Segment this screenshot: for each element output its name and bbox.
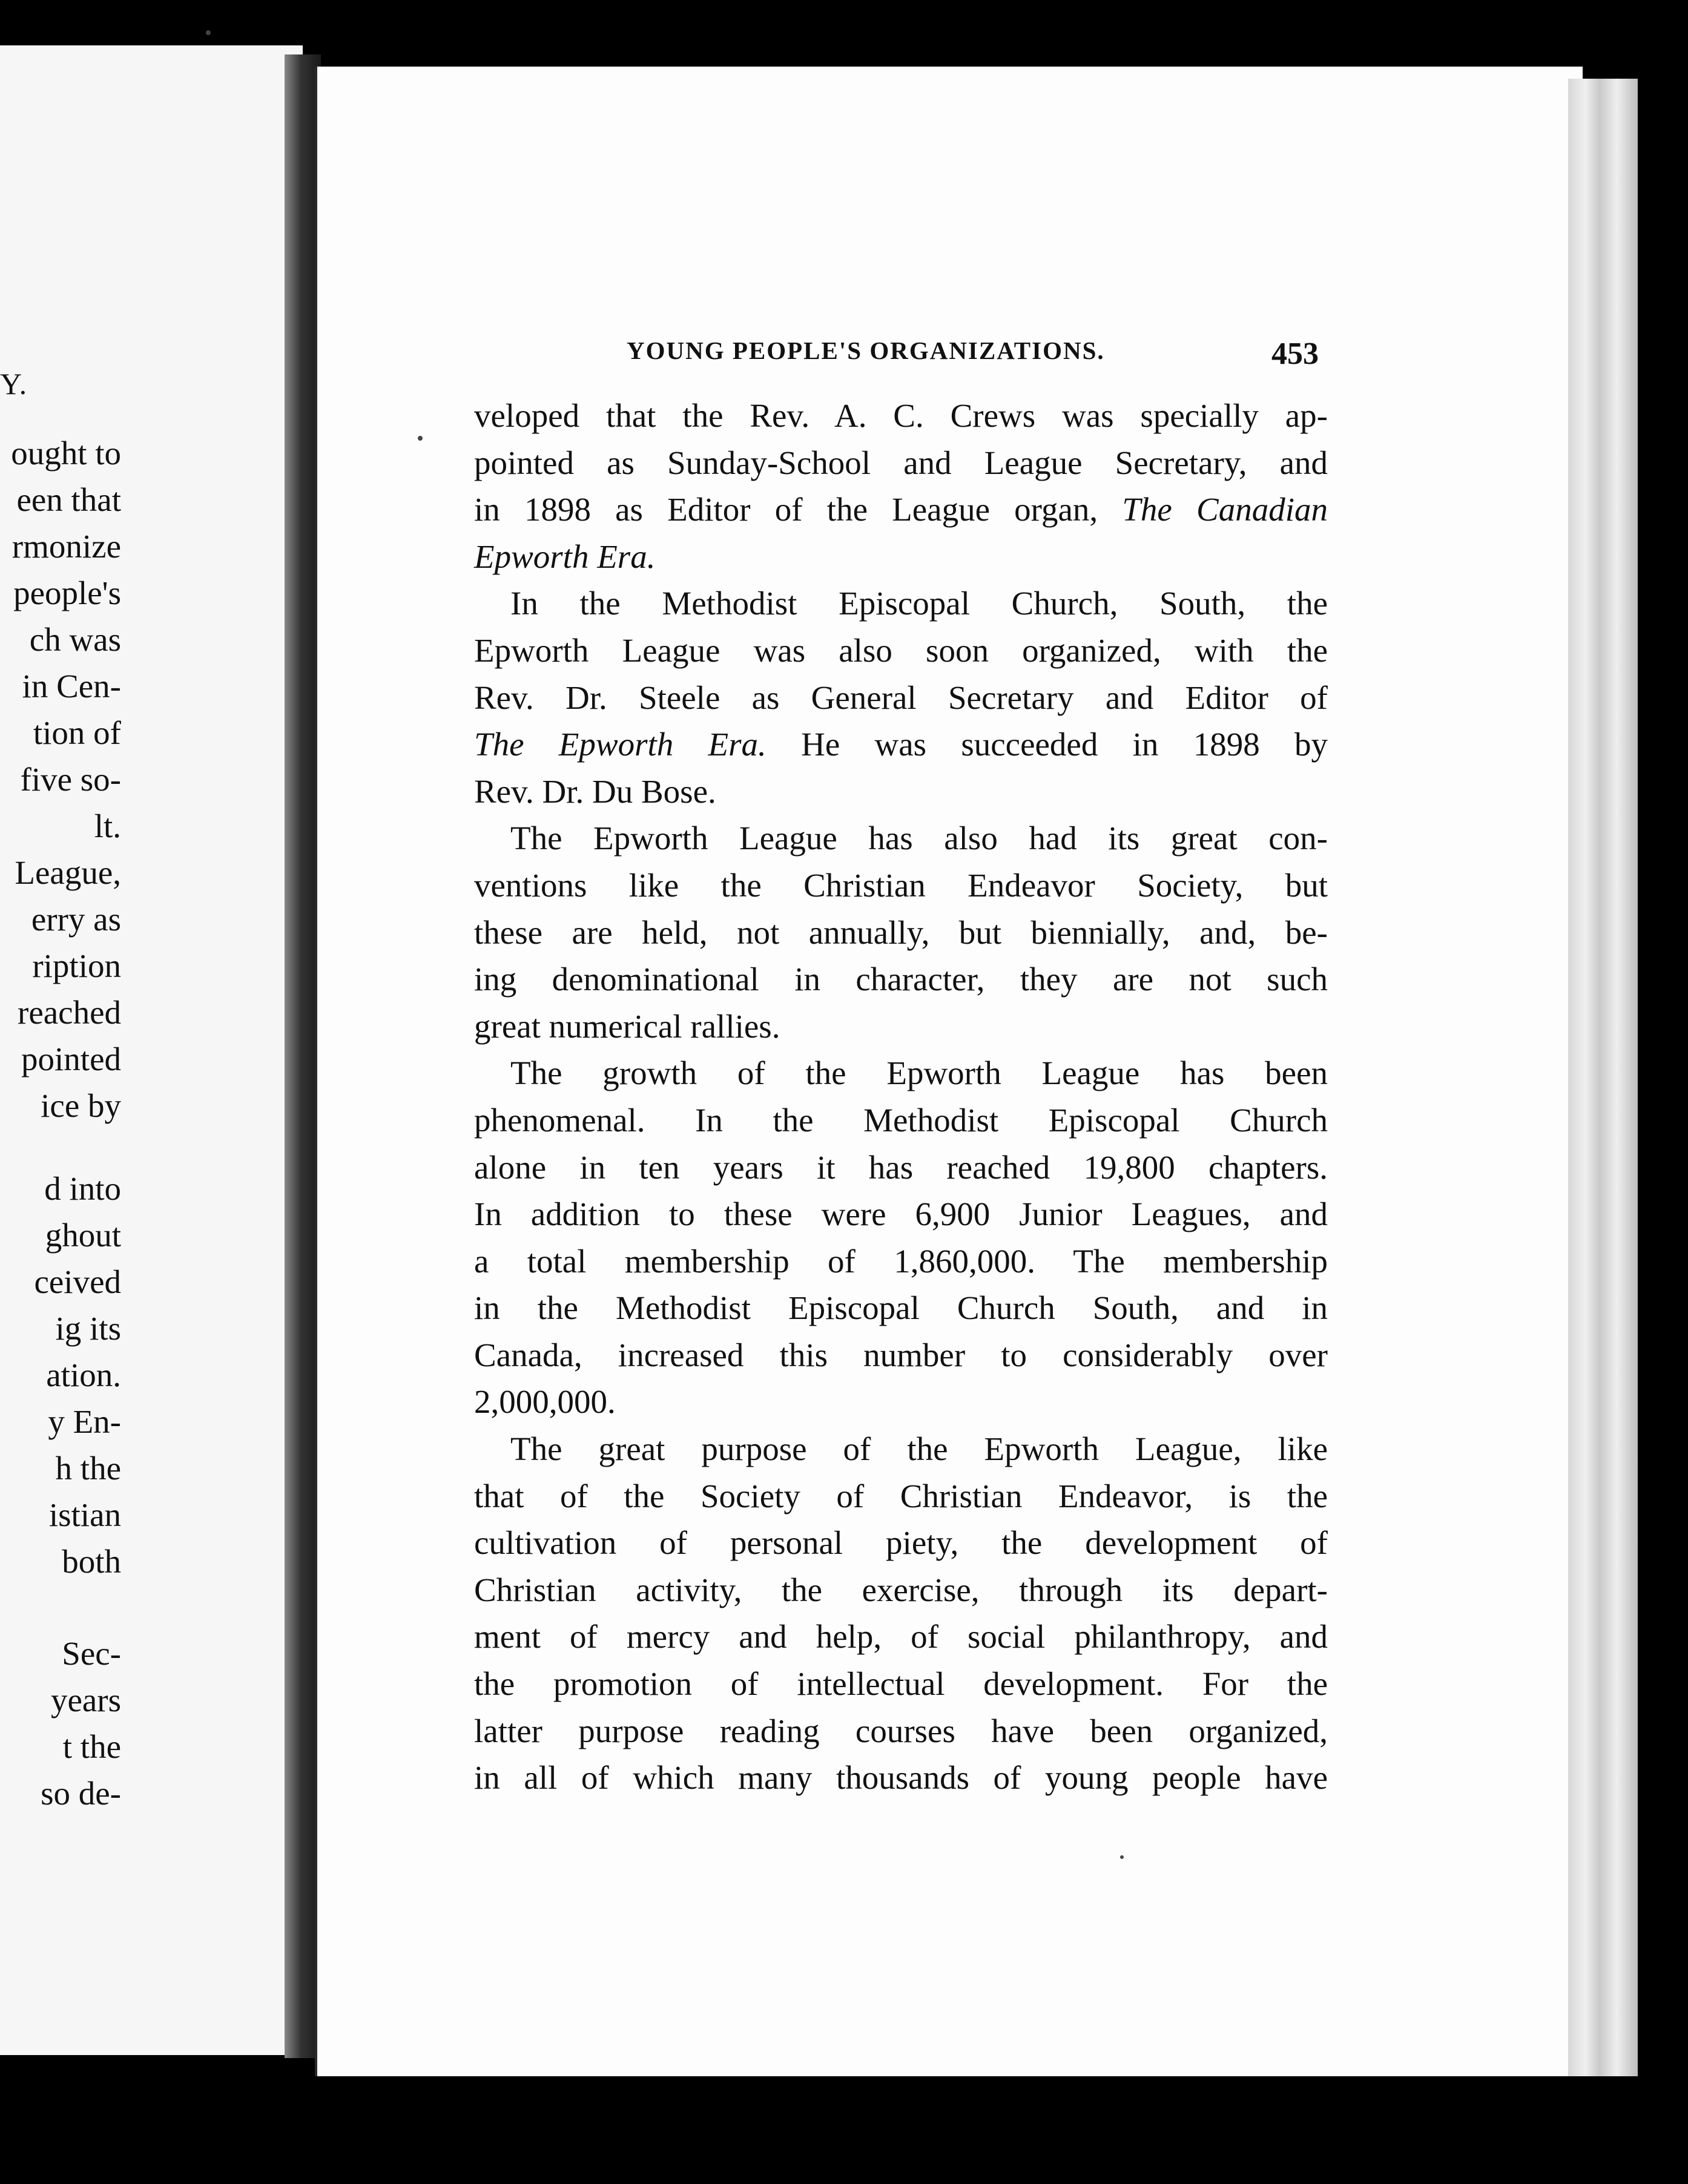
text-line: Canada, increased this number to considerably over <box>474 1336 1328 1373</box>
previous-page-header-fragment: Y. <box>0 367 28 401</box>
fragment-line: ig its <box>55 1310 121 1347</box>
periodical-title: Epworth Era. <box>474 538 656 575</box>
text-line: a total membership of 1,860,000. The membership <box>474 1242 1328 1280</box>
text-line: in all of which many thousands of young people have <box>474 1759 1328 1797</box>
scan-speck <box>1120 1855 1124 1859</box>
paragraph-start-line: The Epworth League has also had its great con- <box>510 820 1328 857</box>
fragment-line: in Cen- <box>22 668 121 705</box>
text-line: ventions like the Christian Endeavor Society, but <box>474 866 1328 904</box>
fragment-line: pointed <box>21 1041 121 1077</box>
body-text <box>474 392 1328 1801</box>
periodical-title: The Canadian <box>1122 491 1328 528</box>
text-line: ment of mercy and help, of social philanthropy, and <box>474 1618 1328 1656</box>
text-line: these are held, not annually, but biennially, and, be- <box>474 913 1328 951</box>
text-line: 2,000,000. <box>474 1383 616 1421</box>
text-segment: in 1898 as Editor of the League organ, <box>474 491 1123 528</box>
fragment-line: reached <box>18 994 121 1031</box>
text-line: veloped that the Rev. A. C. Crews was specially ap- <box>474 397 1328 434</box>
fragment-line: erry as <box>31 901 121 938</box>
fragment-line: ghout <box>45 1217 121 1254</box>
fragment-line: years <box>50 1682 121 1719</box>
text-line: Rev. Dr. Steele as General Secretary and Editor of <box>474 679 1328 716</box>
text-line: Christian activity, the exercise, through its depart- <box>474 1571 1328 1608</box>
paragraph-start-line: The great purpose of the Epworth League, like <box>510 1430 1328 1468</box>
text-line: great numerical rallies. <box>474 1007 780 1045</box>
fragment-line: ription <box>32 947 121 984</box>
text-line: pointed as Sunday-School and League Secretary, and <box>474 444 1328 481</box>
fragment-line: both <box>62 1543 121 1580</box>
fragment-line: five so- <box>20 761 121 798</box>
fragment-line: h the <box>55 1450 121 1487</box>
fragment-line: ice by <box>41 1087 121 1124</box>
fragment-line: League, <box>15 854 121 891</box>
fragment-line: istian <box>48 1496 121 1533</box>
text-line <box>474 486 1328 533</box>
text-line <box>474 721 1328 768</box>
fragment-line: een that <box>16 481 121 518</box>
text-line: phenomenal. In the Methodist Episcopal Church <box>474 1101 1328 1139</box>
text-line: latter purpose reading courses have been organized, <box>474 1712 1328 1749</box>
fragment-line: t the <box>62 1728 121 1765</box>
text-line: in the Methodist Episcopal Church South, and in <box>474 1289 1328 1327</box>
fragment-line: so de- <box>41 1775 121 1812</box>
paragraph-start-line: The growth of the Epworth League has been <box>510 1054 1328 1092</box>
text-line: cultivation of personal piety, the development of <box>474 1524 1328 1562</box>
fragment-line: rmonize <box>12 528 121 565</box>
periodical-title: The Epworth Era. <box>474 726 767 763</box>
text-line: Rev. Dr. Du Bose. <box>474 772 716 810</box>
previous-page-fragment <box>0 45 303 2055</box>
page-edges <box>1568 79 1638 2076</box>
text-line: the promotion of intellectual development. For the <box>474 1665 1328 1703</box>
paragraph-start-line: In the Methodist Episcopal Church, South, the <box>510 585 1328 622</box>
fragment-line: y En- <box>48 1403 121 1440</box>
text-line: that of the Society of Christian Endeavor, is the <box>474 1477 1328 1515</box>
fragment-line: tion of <box>33 714 121 751</box>
text-line <box>474 533 1328 581</box>
text-segment: He was succeeded in 1898 by <box>766 726 1328 763</box>
fragment-line: Sec- <box>62 1635 121 1672</box>
fragment-line: ceived <box>34 1263 121 1300</box>
fragment-line: ation. <box>46 1357 121 1393</box>
previous-page-text-fragments <box>0 430 121 1817</box>
running-head: YOUNG PEOPLE'S ORGANIZATIONS. <box>627 337 1105 364</box>
page-number: 453 <box>1271 337 1319 371</box>
scan-speck <box>418 436 423 441</box>
fragment-line: people's <box>13 574 121 611</box>
text-line: Epworth League was also soon organized, with the <box>474 631 1328 669</box>
text-line: ing denominational in character, they are not such <box>474 961 1328 998</box>
text-line: In addition to these were 6,900 Junior Leagues, and <box>474 1196 1328 1233</box>
fragment-line: ought to <box>11 435 121 472</box>
fragment-line: ch was <box>29 621 121 658</box>
fragment-line: d into <box>44 1170 121 1207</box>
scan-speck <box>206 30 211 35</box>
fragment-line: lt. <box>94 807 121 844</box>
text-line: alone in ten years it has reached 19,800 chapters. <box>474 1148 1328 1186</box>
